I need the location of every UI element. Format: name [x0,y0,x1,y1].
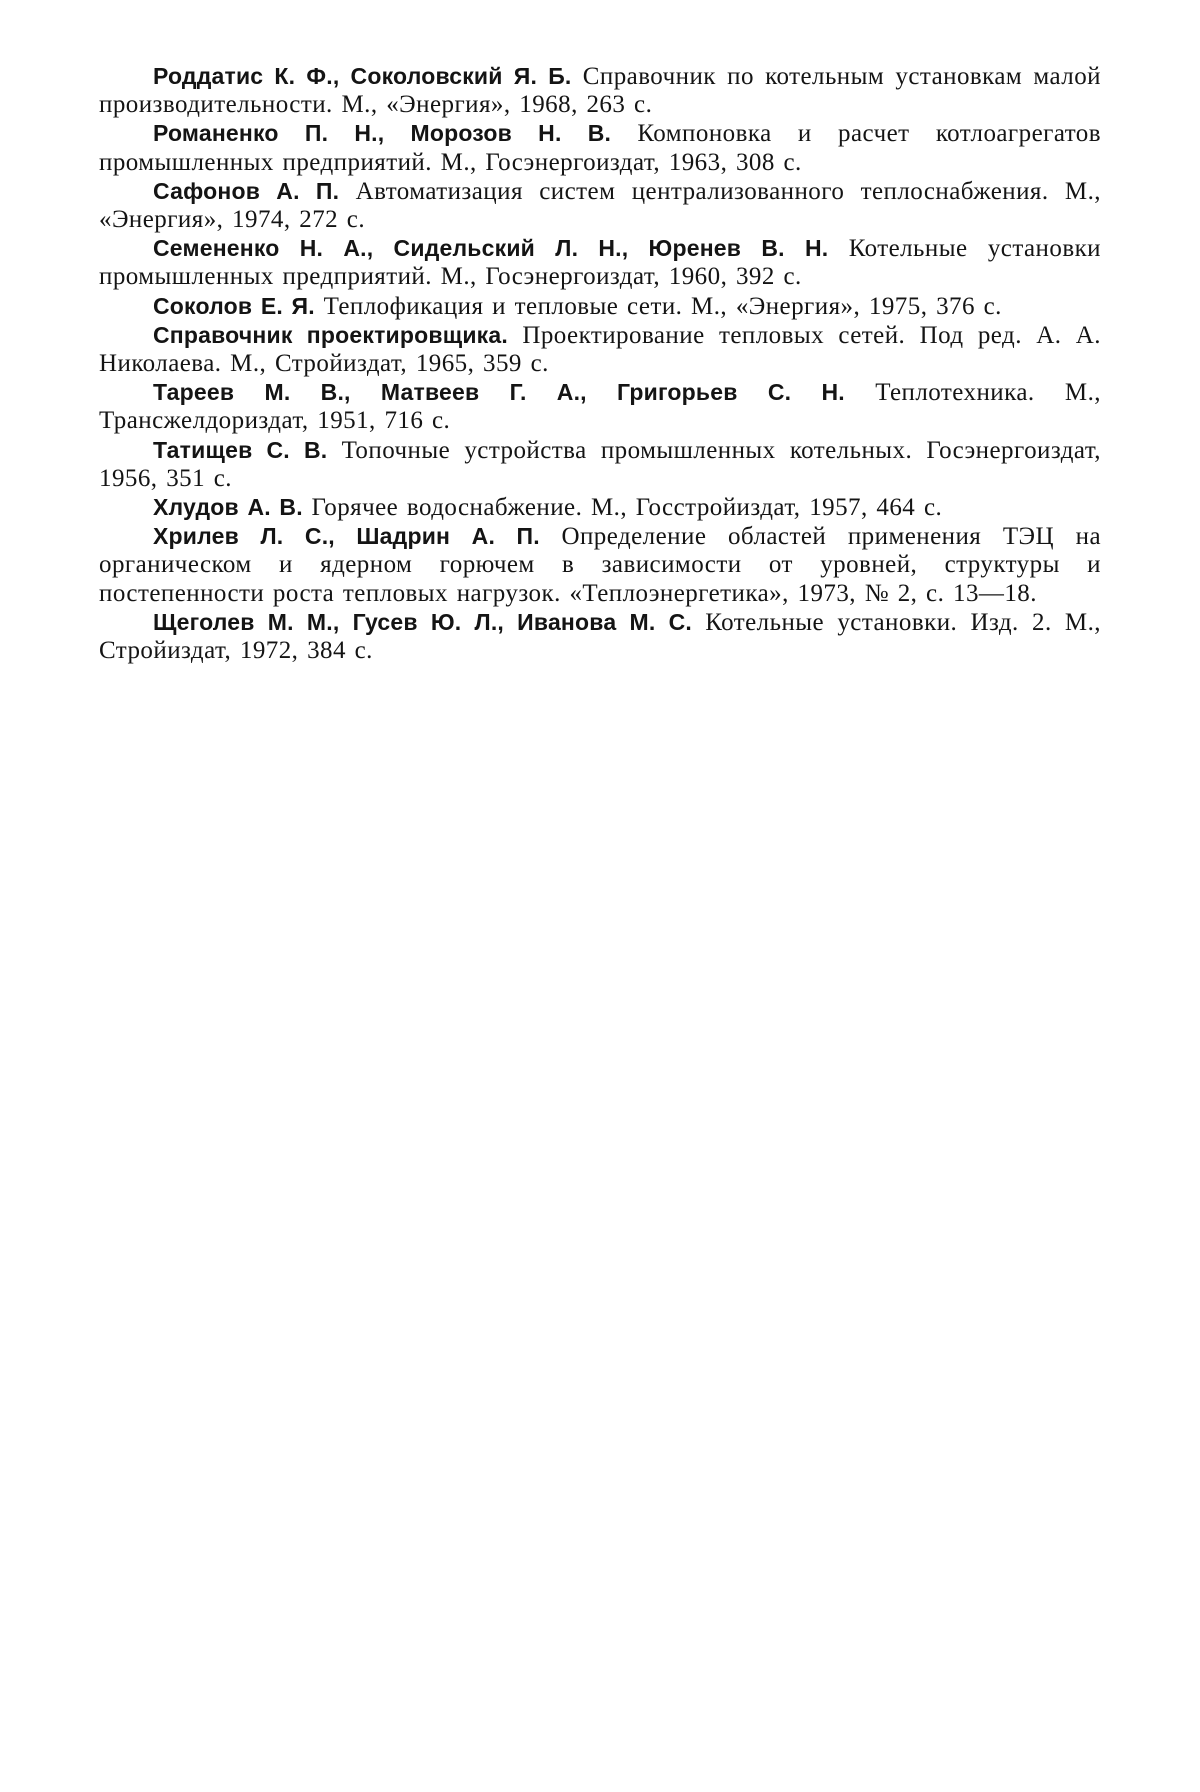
entry-authors: Сафонов А. П. [153,177,340,204]
bibliography-entry [99,292,1101,321]
bibliography-entry [99,119,1101,176]
entry-authors: Роддатис К. Ф., Соколовский Я. Б. [153,63,572,89]
entry-authors: Романенко П. Н., Морозов Н. В. [153,120,612,147]
bibliography-entry [99,436,1101,493]
entry-text: Справочник по котельным установкам малой производительности. М., «Энергия», 1968, 263 с. [99,63,1101,119]
bibliography-entry [99,177,1101,234]
entry-text: Компоновка и расчет котлоагрегатов промышленных предприятий. М., Госэнергоиздат, 1963, 308 с. [99,120,1101,176]
bibliography-entry [99,62,1101,119]
bibliography-entry [99,493,1101,522]
entry-text: Определение областей применения ТЭЦ на органическом и ядерном горючем в зависимости от уровней, структуры и постепенности роста тепловых нагрузок. «Теплоэнергетика», 1973, № 2, с. 13—18. [99,523,1101,607]
entry-text: Проектирование тепловых сетей. Под ред. А. А. Николаева. М., Стройиздат, 1965, 359 с. [99,321,1101,378]
entry-authors: Щеголев М. М., Гусев Ю. Л., Иванова М. С. [153,608,692,635]
entry-text: Горячее водоснабжение. М., Госстройиздат, 1957, 464 с. [311,494,943,522]
bibliography-entry [99,522,1101,608]
entry-text: Теплотехника. М., Трансжелдориздат, 1951, 716 с. [99,379,1101,435]
entry-authors: Хрилев Л. С., Шадрин А. П. [153,523,540,550]
entry-authors: Хлудов А. В. [153,494,303,521]
entry-text: Котельные установки промышленных предприятий. М., Госэнергоиздат, 1960, 392 с. [99,235,1102,291]
entry-authors: Справочник проектировщика. [153,321,508,348]
entry-authors: Семененко Н. А., Сидельский Л. Н., Юренев В. Н. [153,235,829,262]
bibliography-entry [99,608,1101,665]
bibliography-entry [99,378,1101,435]
entry-text: Теплофикация и тепловые сети. М., «Энергия», 1975, 376 с. [323,292,1002,320]
entry-authors: Соколов Е. Я. [153,292,315,319]
entry-text: Котельные установки. Изд. 2. М., Стройиздат, 1972, 384 с. [99,608,1101,665]
entry-authors: Татищев С. В. [153,436,328,463]
entry-text: Автоматизация систем централизованного теплоснабжения. М., «Энергия», 1974, 272 с. [99,177,1102,234]
bibliography-entry [99,321,1101,378]
bibliography-list [99,62,1101,665]
entry-authors: Тареев М. В., Матвеев Г. А., Григорьев С. Н. [153,379,845,406]
bibliography-entry [99,234,1101,291]
entry-text: Топочные устройства промышленных котельных. Госэнергоиздат, 1956, 351 с. [99,436,1102,492]
